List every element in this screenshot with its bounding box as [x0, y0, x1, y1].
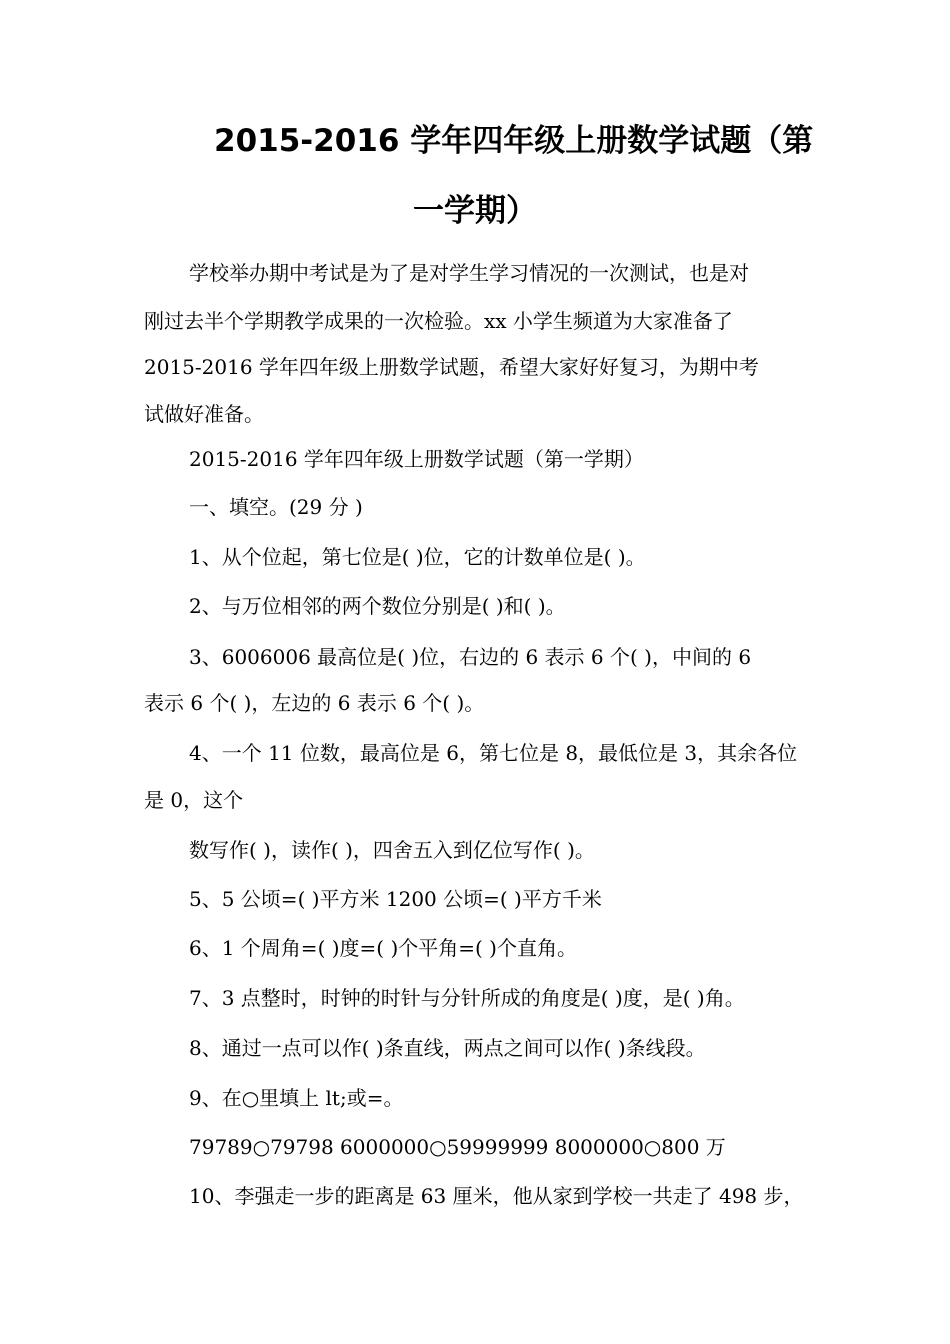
- question-4-line-1: 4、一个 11 位数，最高位是 6，第七位是 8，最低位是 3，其余各位: [189, 741, 798, 765]
- document-title-line-2: 一学期）: [413, 193, 537, 229]
- question-5: 5、5 公顷=( )平方米 1200 公顷=( )平方千米: [189, 887, 602, 911]
- question-7: 7、3 点整时，时钟的时针与分针所成的角度是( )度，是( )角。: [189, 986, 745, 1010]
- intro-paragraph-line-2: 刚过去半个学期教学成果的一次检验。xx 小学生频道为大家准备了: [144, 309, 733, 333]
- question-3-line-2: 表示 6 个( )，左边的 6 表示 6 个( )。: [144, 691, 485, 715]
- question-6: 6、1 个周角=( )度=( )个平角=( )个直角。: [189, 936, 577, 960]
- question-10: 10、李强走一步的距离是 63 厘米，他从家到学校一共走了 498 步，: [189, 1184, 804, 1208]
- question-4-line-2: 是 0，这个: [144, 788, 244, 812]
- question-2: 2、与万位相邻的两个数位分别是( )和( )。: [189, 594, 566, 618]
- question-8: 8、通过一点可以作( )条直线，两点之间可以作( )条线段。: [189, 1036, 706, 1060]
- subtitle: 2015-2016 学年四年级上册数学试题（第一学期）: [189, 447, 644, 471]
- question-1: 1、从个位起，第七位是( )位，它的计数单位是( )。: [189, 545, 646, 569]
- question-9-items: 79789○79798 6000000○59999999 8000000○800 万: [189, 1135, 726, 1159]
- section-heading: 一、填空。(29 分 ): [189, 495, 363, 519]
- question-3-line-1: 3、6006006 最高位是( )位，右边的 6 表示 6 个( )，中间的 6: [189, 645, 752, 669]
- intro-paragraph-line-3: 2015-2016 学年四年级上册数学试题，希望大家好好复习，为期中考: [144, 355, 759, 379]
- document-title-line-1: 2015-2016 学年四年级上册数学试题（第: [214, 123, 814, 159]
- question-9: 9、在○里填上 lt;或=。: [189, 1086, 404, 1110]
- intro-paragraph-line-1: 学校举办期中考试是为了是对学生学习情况的一次测试，也是对: [189, 261, 749, 285]
- question-4-line-3: 数写作( )，读作( )，四舍五入到亿位写作( )。: [189, 838, 595, 862]
- intro-paragraph-line-4: 试做好准备。: [144, 402, 264, 426]
